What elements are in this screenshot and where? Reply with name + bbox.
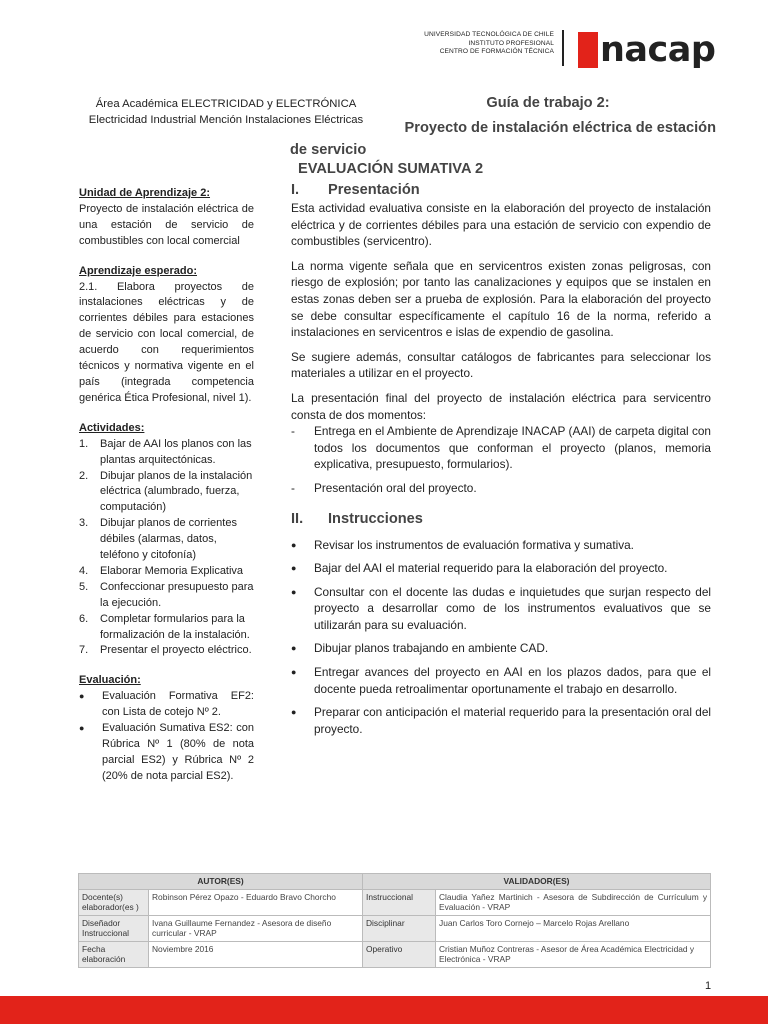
cell-value: Cristian Muñoz Contreras - Asesor de Área Académica Electricidad y Electrónica - VRAP [436,941,711,967]
project-title-line-2: de servicio [290,142,367,158]
bullet-icon: ● [291,643,297,654]
list-item [79,437,254,469]
item-text: Entregar avances del proyecto en AAI en los plazos dados, para que el docente pueda retroalimentar oportunamente el trabajo en desarrollo. [314,665,711,696]
item-number: 3. [79,517,89,530]
cell-value: Juan Carlos Toro Cornejo – Marcelo Rojas Arellano [436,915,711,941]
aprendizaje-text: 2.1. Elabora proyectos de instalaciones eléctricas y de corrientes débiles para estaciones de servicio con local comercial, de acuerdo con requerimientos técnicos y normativa vigente en el país (integrada competencia genérica Ética Profesional, nivel 1). [79,280,254,404]
section-presentacion-heading [291,180,711,200]
item-number: 5. [79,580,89,593]
item-number: 6. [79,612,89,625]
list-item [291,640,711,657]
paragraph-2: La norma vigente señala que en servicentros existen zonas peligrosas, con riesgo de explosión; por tanto las canalizaciones y equipos que se instalen en estas zonas deben ser a prueba de explosión. Para la elaboración del proyecto se debe consultar específicamente el capítulo 16 de la norma, referido a instalaciones en servicentros e islas de expendio de gasolina. [291,258,711,340]
project-title-line-1: Proyecto de instalación eléctrica de estación [404,120,716,136]
bullet-icon: ● [291,563,297,574]
momentos-list [291,423,711,496]
item-text: Consultar con el docente las dudas e inquietudes que surjan respecto del proyecto a desarrollar como de los instrumentos evaluativos que se utilizarán para su evaluación. [314,584,711,632]
list-item [291,480,711,497]
item-text: Dibujar planos de corrientes débiles (alarmas, datos, teléfono y citofonía) [100,517,237,562]
institution-lines [390,31,554,57]
list-item [79,580,254,612]
table-row [79,915,711,941]
unidad-section [79,186,254,250]
list-item [79,689,254,721]
list-item [291,704,711,737]
item-text: Dibujar planos trabajando en ambiente CAD. [314,641,549,656]
list-item [79,516,254,564]
item-number: 1. [79,437,89,450]
header-divider [562,30,564,66]
bullet-icon: ● [291,586,297,597]
item-number: 7. [79,644,89,657]
institution-line-1: UNIVERSIDAD TECNOLÓGICA DE CHILE [424,31,554,38]
credits-table [78,873,711,968]
bullet-icon: ● [291,667,297,678]
item-text: Evaluación Sumativa ES2: con Rúbrica Nº 1 (80% de nota parcial ES2) y Rúbrica Nº 2 (20% de nota parcial ES2). [102,722,254,782]
item-text: Presentación oral del proyecto. [314,480,477,495]
list-item [291,584,711,634]
unidad-text: Proyecto de instalación eléctrica de una estación de servicio de combustibles con local comercial [79,202,254,247]
section-instrucciones-heading [291,509,711,529]
section-title: Instrucciones [328,510,423,527]
list-item [291,560,711,577]
page-number: 1 [705,980,712,992]
dash-icon: - [291,480,295,495]
table-header-row [79,874,711,890]
list-item [79,564,254,580]
paragraph-3: Se sugiere además, consultar catálogos de fabricantes para seleccionar los materiales a utilizar en el proyecto. [291,349,711,381]
item-text: Completar formularios para la formalización de la instalación. [100,612,250,641]
item-number: 4. [79,564,89,577]
cell-value: Ivana Guillaume Fernandez - Asesora de diseño curricular - VRAP [149,915,363,941]
item-text: Bajar de AAI los planos con las plantas arquitectónicas. [100,437,252,466]
project-title [290,117,716,161]
section-number: I. [291,182,300,198]
instrucciones-list [291,537,711,738]
guide-title: Guía de trabajo 2: [486,95,610,111]
institution-line-3: CENTRO DE FORMACIÓN TÉCNICA [439,48,554,56]
unidad-heading: Unidad de Aprendizaje 2: [79,187,211,199]
validador-header: VALIDADOR(ES) [363,874,711,890]
list-item [79,469,254,517]
bullet-icon: ● [291,707,297,718]
evaluacion-list [79,689,254,784]
aprendizaje-heading: Aprendizaje esperado: [79,264,197,277]
cell-value: Noviembre 2016 [149,941,363,967]
bullet-icon: ● [79,723,85,734]
actividades-heading: Actividades: [79,421,145,434]
cell-label: Disciplinar [363,915,436,941]
item-text: Presentar el proyecto eléctrico. [100,644,252,657]
dash-icon: - [291,424,295,439]
main-content [291,180,711,744]
evaluacion-heading: Evaluación: [79,674,141,687]
actividades-section [79,421,254,660]
section-title: Presentación [328,182,420,198]
cell-value: Claudia Yañez Martinich - Asesora de Subdirección de Currículum y Evaluación - VRAP [436,889,711,915]
section-number: II. [291,510,304,527]
evaluation-title: EVALUACIÓN SUMATIVA 2 [298,161,484,177]
paragraph-4: La presentación final del proyecto de instalación eléctrica para servicentro consta de dos momentos: [291,390,711,422]
item-text: Dibujar planos de la instalación eléctrica (alumbrado, fuerza, computación) [100,469,253,514]
footer-red-bar [0,996,768,1024]
actividades-list [79,437,254,660]
bullet-icon: ● [79,691,85,702]
logo-mark-icon [578,32,598,68]
autor-header: AUTOR(ES) [79,874,363,890]
inacap-logo [578,30,715,70]
list-item [79,612,254,644]
cell-label: Operativo [363,941,436,967]
left-sidebar [79,186,254,799]
paragraph-1: Esta actividad evaluativa consiste en la elaboración del proyecto de instalación eléctrica y de corrientes débiles para una estación de servicio con expendio de combustibles (servicentro). [291,201,711,249]
table-row [79,941,711,967]
logo-text: nacap [600,30,716,70]
cell-label: Fecha elaboración [79,941,149,967]
aprendizaje-section [79,264,254,407]
evaluacion-section [79,673,254,784]
item-text: Revisar los instrumentos de evaluación formativa y sumativa. [314,537,634,552]
cell-label: Docente(s) elaborador(es ) [79,889,149,915]
area-line-1: Área Académica ELECTRICIDAD y ELECTRÓNICA [95,98,357,110]
cell-value: Robinson Pérez Opazo - Eduardo Bravo Chorcho [149,889,363,915]
area-line-2: Electricidad Industrial Mención Instalaciones Eléctricas [88,114,364,126]
cell-label: Diseñador Instruccional [79,915,149,941]
list-item [291,537,711,554]
list-item [79,643,254,659]
bullet-icon: ● [291,539,297,550]
item-text: Evaluación Formativa EF2: con Lista de cotejo Nº 2. [102,690,254,719]
item-number: 2. [79,469,89,482]
item-text: Confeccionar presupuesto para la ejecución. [100,580,254,609]
list-item [291,664,711,697]
list-item [79,721,254,785]
item-text: Entrega en el Ambiente de Aprendizaje INACAP (AAI) de carpeta digital con todos los documentos que conforman el proyecto (planos, memoria explicativa, presupuesto, formularios). [314,424,711,472]
cell-label: Instruccional [363,889,436,915]
item-text: Bajar del AAI el material requerido para la elaboración del proyecto. [314,561,668,576]
institution-line-2: INSTITUTO PROFESIONAL [468,39,554,47]
list-item [291,423,711,473]
item-text: Preparar con anticipación el material requerido para la presentación oral del proyecto. [314,705,711,736]
table-row [79,889,711,915]
item-text: Elaborar Memoria Explicativa [100,564,244,577]
